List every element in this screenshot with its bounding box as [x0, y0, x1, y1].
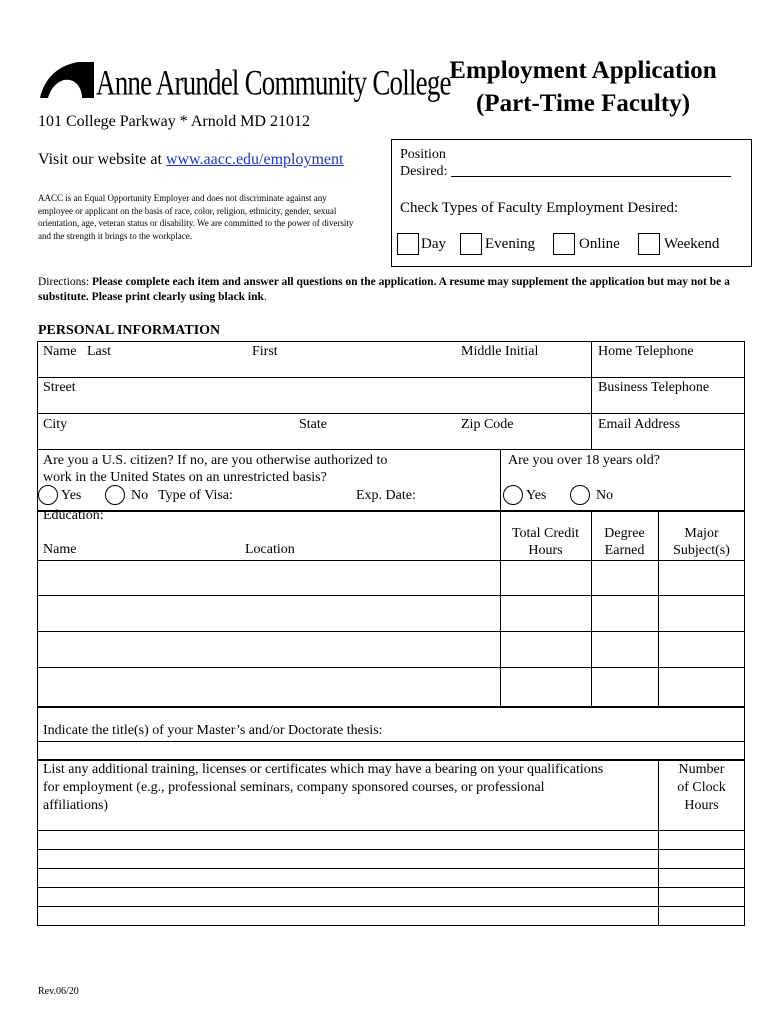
citizen-no-radio[interactable]: [105, 485, 125, 505]
edu-col-major-line-2: Subject(s): [673, 543, 730, 558]
employment-types-label: Check Types of Faculty Employment Desired:: [400, 200, 679, 216]
website-link[interactable]: www.aacc.edu/employment: [165, 151, 344, 168]
business-telephone-label: Business Telephone: [598, 380, 710, 395]
edu-col-degree: [591, 525, 658, 559]
edu-col-credit-line-1: Total Credit: [511, 526, 580, 541]
eeo-statement: AACC is an Equal Opportunity Employer and does not discriminate against any employee or applicant on the basis of race, color, religion, ethnicity, gender, sexual orientation, age, veteran status or disability. We are committed to the power of diversity and the strength it brings to the workplace.: [38, 193, 354, 241]
checkbox-online-label: Online: [579, 236, 620, 252]
first-name-label: First: [252, 344, 278, 359]
position-label: [400, 146, 447, 180]
zip-code-label: Zip Code: [461, 417, 514, 432]
website-prefix: Visit our website at: [38, 151, 166, 168]
checkbox-day-label: Day: [421, 236, 446, 252]
directions-text: Please complete each item and answer all questions on the application. A resume may supplement the application but may not be a substitute. Please print clearly using black ink: [38, 276, 730, 303]
page-title: [410, 54, 756, 120]
training-row-divider: [37, 830, 745, 831]
age-question: Are you over 18 years old?: [508, 453, 661, 468]
directions-suffix: .: [263, 291, 267, 303]
edu-col-major: [658, 525, 745, 559]
edu-header-divider: [37, 560, 745, 561]
checkbox-day[interactable]: [397, 233, 419, 255]
citizen-no-label: No: [131, 488, 149, 503]
edu-col-major-line-1: Major: [684, 526, 719, 541]
training-row-divider: [37, 868, 745, 869]
edu-col-location: Location: [245, 542, 295, 557]
training-row-divider: [37, 906, 745, 907]
clock-hours-header: [658, 761, 745, 815]
col-divider: [500, 449, 501, 511]
row-divider: [37, 413, 745, 414]
checkbox-weekend[interactable]: [638, 233, 660, 255]
state-label: State: [299, 417, 327, 432]
edu-row-divider: [37, 667, 745, 668]
visa-exp-date-label: Exp. Date:: [356, 488, 416, 503]
training-label-line-2: for employment (e.g., professional seminars, company sponsored courses, or professional: [43, 780, 545, 795]
name-label: [43, 344, 111, 360]
name-label-text: Name: [43, 344, 77, 359]
citizen-yes-radio[interactable]: [38, 485, 58, 505]
age-no-label: No: [596, 488, 614, 503]
section-title-personal: PERSONAL INFORMATION: [38, 323, 221, 338]
email-address-label: Email Address: [598, 417, 681, 432]
title-line-1: Employment Application: [449, 57, 717, 84]
title-line-2: (Part-Time Faculty): [475, 90, 691, 117]
citizen-question-line-1: Are you a U.S. citizen? If no, are you otherwise authorized to: [43, 453, 388, 468]
training-label: [43, 761, 603, 815]
citizen-question-line-2: work in the United States on an unrestricted basis?: [43, 470, 327, 485]
city-label: City: [43, 417, 68, 432]
age-yes-radio[interactable]: [503, 485, 523, 505]
directions: [38, 275, 738, 305]
edu-col-name: Name: [43, 542, 77, 557]
clock-hours-line-2: of Clock: [677, 780, 726, 795]
edu-col-degree-line-2: Earned: [604, 543, 645, 558]
col-divider: [591, 341, 592, 449]
training-row-divider: [37, 849, 745, 850]
college-logo-mark: [38, 60, 94, 100]
checkbox-evening[interactable]: [460, 233, 482, 255]
thesis-divider: [37, 741, 745, 742]
clock-hours-line-3: Hours: [684, 798, 719, 813]
position-label-line-2: Desired:: [400, 164, 448, 179]
training-row-divider: [37, 887, 745, 888]
checkbox-online[interactable]: [553, 233, 575, 255]
age-no-radio[interactable]: [570, 485, 590, 505]
training-label-line-1: List any additional training, licenses or certificates which may have a bearing on your qualifications: [43, 762, 604, 777]
checkbox-evening-label: Evening: [485, 236, 535, 252]
revision-footer: Rev.06/20: [38, 986, 79, 997]
college-address: 101 College Parkway * Arnold MD 21012: [38, 113, 310, 130]
clock-hours-line-1: Number: [678, 762, 725, 777]
education-label: Education:: [43, 508, 104, 523]
checkbox-weekend-label: Weekend: [664, 236, 720, 252]
visa-type-label: Type of Visa:: [158, 488, 233, 503]
street-label: Street: [43, 380, 76, 395]
home-telephone-label: Home Telephone: [598, 344, 694, 359]
last-name-label: Last: [86, 344, 112, 359]
edu-col-credit-hours: [500, 525, 591, 559]
edu-row-divider: [37, 595, 745, 596]
thesis-label: Indicate the title(s) of your Master’s and/or Doctorate thesis:: [43, 723, 383, 738]
edu-col-credit-line-2: Hours: [528, 543, 563, 558]
position-desired-field[interactable]: [451, 176, 731, 177]
middle-initial-label: Middle Initial: [461, 344, 539, 359]
edu-col-degree-line-1: Degree: [604, 526, 645, 541]
row-divider: [37, 377, 745, 378]
directions-prefix: Directions:: [38, 276, 92, 288]
row-divider: [37, 449, 745, 450]
position-label-line-1: Position: [400, 147, 446, 162]
training-label-line-3: affiliations): [43, 798, 109, 813]
website-line: [38, 151, 343, 169]
edu-row-divider: [37, 631, 745, 632]
age-yes-label: Yes: [526, 488, 547, 503]
college-name: Anne Arundel Community College: [96, 62, 451, 103]
citizen-yes-label: Yes: [61, 488, 82, 503]
